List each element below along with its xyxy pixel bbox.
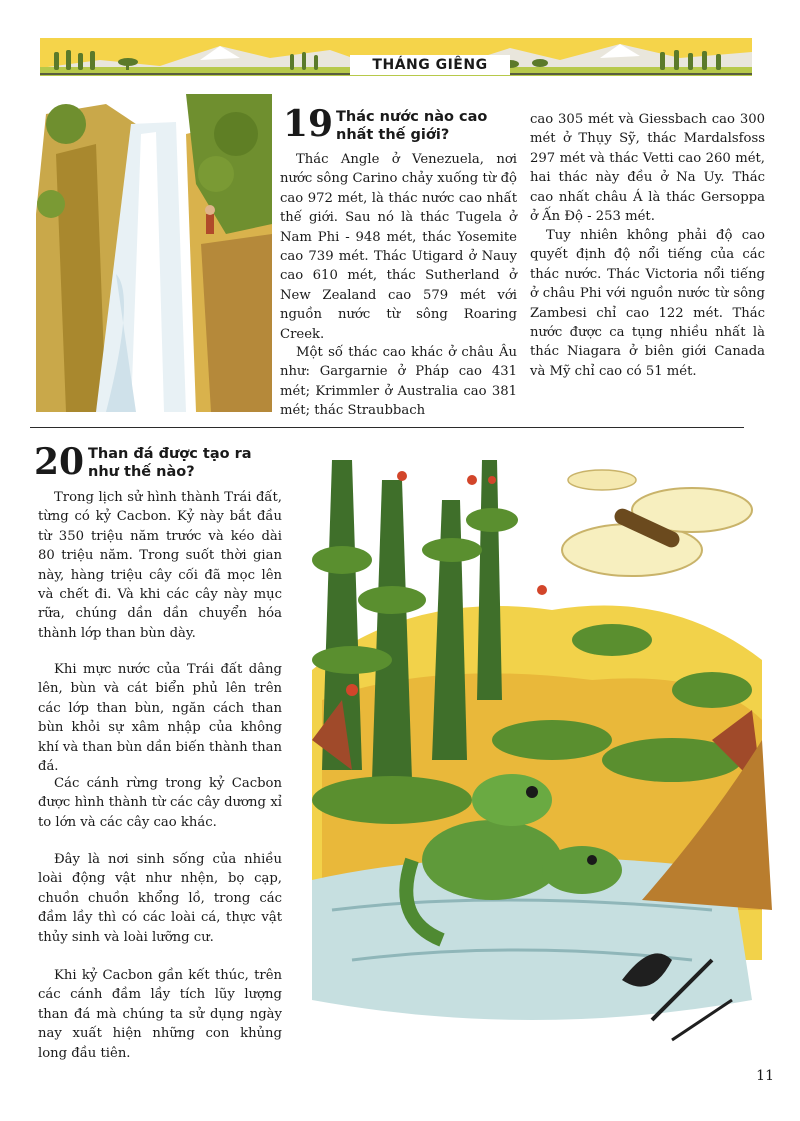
- q20-paragraph-1: Trong lịch sử hình thành Trái đất, từng có kỷ Cacbon. Kỷ này bắt đầu từ 350 triệu năm trước và kéo dài 80 triệu năm. Trong suốt thời gian này, hàng triệu cây cối đã mọc lên và chết đi. Và khi các cây này mục rữa, chúng dần dần chuyển hóa thành lớp than bùn dày.: [38, 490, 282, 641]
- q19-paragraph-3: cao 305 mét và Giessbach cao 300 mét ở Thụy Sỹ, thác Mardalsfoss 297 mét và thác Vetti cao 260 mét, hai thác này đều ở Na Uy. Thác cao nhất châu Á là thác Gersoppa ở Ấn Độ - 253 mét.: [530, 112, 765, 225]
- question-number-20: 20: [34, 441, 85, 483]
- page-number: 11: [756, 1068, 774, 1084]
- question-number-19: 19: [283, 103, 334, 145]
- q19-paragraph-4: Tuy nhiên không phải độ cao quyết định độ nổi tiếng của các thác nước. Thác Victoria nổi tiếng ở châu Phi với nguồn nước từ sông Zambesi chỉ cao 122 mét. Thác nước được ca tụng nhiều nhất là thác Niagara ở biên giới Canada và Mỹ chỉ cao có 51 mét.: [530, 228, 765, 379]
- waterfall-illustration: [36, 94, 272, 412]
- section-divider: [30, 427, 744, 428]
- question-title-19: Thác nước nào cao nhất thế giới?: [336, 109, 488, 143]
- q19-paragraph-2: Một số thác cao khác ở châu Âu như: Gargarnie ở Pháp cao 431 mét; Krimmler ở Australia cao 381 mét; thác Straubbach: [280, 345, 517, 419]
- month-banner: [40, 38, 752, 76]
- banner-title: THÁNG GIÊNG: [350, 55, 510, 75]
- q20-paragraph-3: Các cánh rừng trong kỷ Cacbon được hình thành từ các cây dương xỉ to lớn và các cây cao khác.: [38, 776, 282, 830]
- q20-paragraph-5: Khi kỷ Cacbon gần kết thúc, trên các cánh đầm lầy tích lũy lượng than đá mà chúng ta sử dụng ngày nay xuất hiện những con khủng long đầu tiên.: [38, 968, 282, 1061]
- question-title-20: Than đá được tạo ra như thế nào?: [88, 446, 252, 480]
- carboniferous-swamp-illustration: [292, 440, 778, 1062]
- q20-paragraph-4: Đây là nơi sinh sống của nhiều loài động vật như nhện, bọ cạp, chuồn chuồn khổng lồ, trong các đầm lầy thì có các loài cá, thực vật thủy sinh và loài lưỡng cư.: [38, 852, 282, 945]
- q20-paragraph-2: Khi mực nước của Trái đất dâng lên, bùn và cát biển phủ lên trên các lớp than bùn, ngăn cách than bùn khỏi sự xâm nhập của không khí và than bùn dần biến thành than đá.: [38, 662, 283, 775]
- q19-paragraph-1: Thác Angle ở Venezuela, nơi nước sông Carino chảy xuống từ độ cao 972 mét, là thác nước cao nhất thế giới. Sau nó là thác Tugela ở Nam Phi - 948 mét, thác Yosemite cao 739 mét. Thác Utigard ở Nauy cao 610 mét, thác Sutherland ở New Zealand cao 579 mét với nguồn nước từ sông Roaring Creek.: [280, 152, 517, 342]
